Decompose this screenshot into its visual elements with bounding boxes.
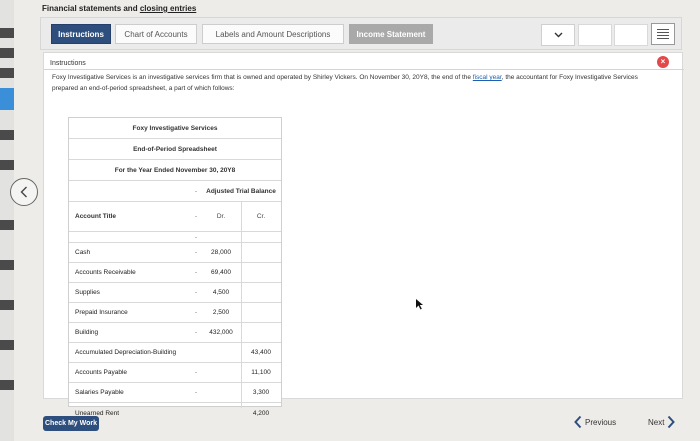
- instructions-panel: [43, 52, 683, 417]
- tab-chart-of-accounts[interactable]: Chart of Accounts: [115, 24, 197, 44]
- column-header-cr: Cr.: [256, 213, 266, 220]
- account-title: Accounts Payable: [75, 369, 128, 376]
- previous-button[interactable]: [574, 412, 616, 432]
- instructions-text-part2: , the accountant for Foxy Investigative Services prepared an end-of-period spreadsheet, a part of which follows:: [52, 74, 638, 92]
- tab-income-statement[interactable]: Income Statement: [349, 24, 433, 44]
- strip-mark: [0, 300, 14, 310]
- debit-amount: [201, 383, 241, 402]
- table-row: [69, 363, 281, 383]
- row-marker: -: [194, 213, 198, 220]
- end-of-period-spreadsheet: [68, 117, 282, 417]
- credit-amount: [241, 323, 281, 342]
- previous-label: Previous: [585, 417, 617, 427]
- table-row: [69, 343, 281, 363]
- strip-mark: [0, 380, 14, 390]
- column-header-dr: Dr.: [216, 213, 226, 220]
- collapse-panel-button[interactable]: [10, 178, 38, 206]
- hamburger-menu-icon: [657, 29, 669, 30]
- account-title: Supplies: [75, 289, 100, 296]
- sheet-title: End-of-Period Spreadsheet: [133, 145, 217, 153]
- sheet-period-row: [69, 160, 281, 181]
- credit-amount: 4,200: [252, 409, 270, 417]
- hamburger-menu-icon-line: [657, 32, 669, 33]
- next-button[interactable]: [648, 412, 675, 432]
- table-row: [69, 283, 281, 303]
- account-title: Unearned Rent: [75, 409, 120, 417]
- table-row: [69, 243, 281, 263]
- account-title: Cash: [75, 249, 91, 256]
- row-marker: -: [194, 289, 198, 296]
- account-title: Accumulated Depreciation-Building: [75, 349, 177, 356]
- row-marker: -: [194, 269, 198, 276]
- tab-nav-slot[interactable]: [578, 24, 612, 46]
- column-header-account: Account Title: [75, 213, 117, 220]
- strip-mark: [0, 28, 14, 38]
- tab-nav-slot[interactable]: [614, 24, 648, 46]
- close-icon[interactable]: ×: [657, 56, 669, 68]
- mouse-cursor-icon: [416, 297, 424, 315]
- credit-amount: [241, 303, 281, 322]
- account-title: Building: [75, 329, 99, 336]
- strip-mark: [0, 130, 14, 140]
- hamburger-menu-icon-line: [657, 35, 669, 36]
- table-row: [69, 383, 281, 403]
- credit-amount: [241, 243, 281, 262]
- chevron-right-icon: [667, 415, 675, 429]
- sheet-period: For the Year Ended November 30, 20Y8: [114, 166, 236, 174]
- credit-amount: 43,400: [251, 349, 271, 356]
- sheet-company: Foxy Investigative Services: [132, 124, 218, 132]
- divider: [44, 69, 684, 70]
- instructions-heading: Instructions: [50, 60, 86, 67]
- row-marker: -: [194, 369, 198, 376]
- menu-button[interactable]: [651, 23, 675, 45]
- debit-amount: [201, 363, 241, 382]
- hamburger-menu-icon-line: [657, 38, 669, 39]
- column-divider: [241, 202, 242, 408]
- strip-mark: [0, 160, 14, 170]
- strip-mark: [0, 260, 14, 270]
- instructions-text-part1: Foxy Investigative Services is an investigative services firm that is owned and operated by Shirley Vickers. On November 30, 20Y8, the end of the: [52, 74, 473, 81]
- sheet-spacer-row: [69, 232, 281, 243]
- assignment-title: [42, 4, 196, 13]
- account-title: Prepaid Insurance: [75, 309, 128, 316]
- strip-mark: [0, 220, 14, 230]
- sheet-section-row: [69, 181, 281, 202]
- tab-dropdown-button[interactable]: [541, 24, 575, 46]
- debit-amount: 2,500: [212, 309, 230, 316]
- account-title: Salaries Payable: [75, 389, 124, 396]
- credit-amount: [241, 283, 281, 302]
- assignment-title-prefix: Financial statements and: [42, 4, 140, 13]
- tab-bar: [40, 17, 682, 50]
- debit-amount: 4,500: [212, 289, 230, 296]
- row-marker: -: [194, 389, 198, 396]
- credit-amount: 11,100: [251, 369, 271, 376]
- tab-instructions[interactable]: Instructions: [51, 24, 111, 44]
- strip-mark: [0, 340, 14, 350]
- chevron-down-icon: [554, 32, 563, 38]
- strip-mark: [0, 68, 14, 78]
- left-edge-strip: [0, 0, 14, 441]
- row-marker: -: [194, 233, 198, 241]
- sheet-title-row: [69, 139, 281, 160]
- fiscal-year-link[interactable]: fiscal year: [472, 74, 502, 81]
- chevron-left-icon: [20, 186, 28, 198]
- credit-amount: [241, 263, 281, 282]
- strip-mark-active: [0, 88, 14, 110]
- sheet-column-header-row: [69, 202, 281, 232]
- sheet-section-header: Adjusted Trial Balance: [206, 187, 276, 195]
- table-row: [69, 263, 281, 283]
- debit-amount: 432,000: [209, 329, 233, 336]
- table-row: [69, 323, 281, 343]
- check-my-work-button[interactable]: Check My Work: [43, 416, 99, 431]
- row-marker: -: [194, 309, 198, 316]
- debit-amount: [201, 403, 241, 423]
- row-marker: -: [194, 187, 198, 195]
- debit-amount: 69,400: [211, 269, 231, 276]
- chevron-left-icon: [574, 415, 582, 429]
- next-label: Next: [648, 417, 665, 427]
- row-marker: -: [194, 329, 198, 336]
- debit-amount: 28,000: [211, 249, 231, 256]
- credit-amount: 3,300: [252, 389, 270, 396]
- row-marker: -: [194, 249, 198, 256]
- table-row: [69, 403, 281, 423]
- table-row: [69, 303, 281, 323]
- debit-amount: [201, 343, 241, 362]
- tab-labels-and-amount-descriptions[interactable]: Labels and Amount Descriptions: [202, 24, 344, 44]
- account-title: Accounts Receivable: [75, 269, 136, 276]
- sheet-company-row: [69, 118, 281, 139]
- strip-mark: [0, 48, 14, 58]
- assignment-title-link[interactable]: closing entries: [139, 4, 197, 13]
- instructions-text: [52, 72, 664, 94]
